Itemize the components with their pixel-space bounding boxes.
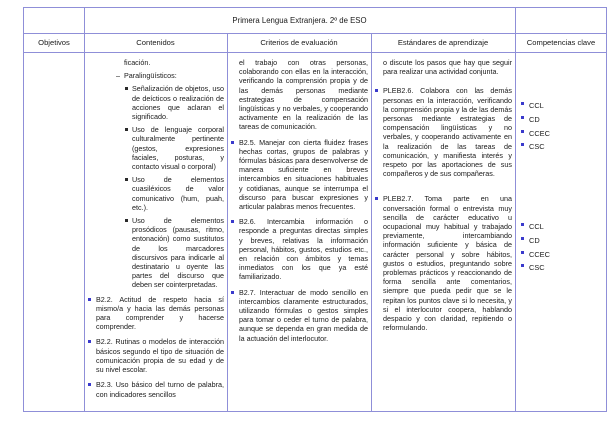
list-item: B2.3. Uso básico del turno de palabra, con indicadores sencillos: [88, 380, 224, 398]
competencia-item: CD: [521, 113, 605, 127]
column-divider: [515, 8, 516, 411]
header-competencias: Competencias clave: [526, 37, 596, 47]
competencia-item: CSC: [521, 140, 605, 154]
competencia-item: CCL: [521, 220, 605, 234]
paralinguisticos-heading: [116, 71, 224, 80]
criterios-list: [231, 138, 368, 343]
table-title: Primera Lengua Extranjera. 2º de ESO: [232, 15, 367, 25]
contenidos-continuation: ficación.: [124, 58, 151, 67]
list-item: B2.5. Manejar con cierta fluidez frases hechas cortas, grupos de palabras y fórmulas básicas para desenvolverse de manera suficiente en breves intercambios en situaciones habituales y cotidianas, aunque se interrumpa el discurso para buscar expresiones y articular palabras menos frecuentes.: [231, 138, 368, 212]
competencia-item: CD: [521, 234, 605, 248]
column-divider: [227, 33, 228, 411]
header-contenidos: Contenidos: [136, 37, 175, 47]
column-divider: [371, 33, 372, 411]
column-divider: [84, 8, 85, 411]
list-item: PLEB2.6. Colabora con las demás personas en la interacción, verificando la comprensión propia y la de las demás personas mediante estrategias de compensación lingüísticas y no verbales, y cooperando activamente en la realización de las tareas de comunicación, y manifiesta interés y respeto por las aportaciones de sus compañeros y de sus compañeras.: [375, 86, 512, 178]
estandares-cell: [375, 58, 512, 332]
list-item: B2.2. Rutinas o modelos de interacción básicos segundo el tipo de situación de comunicación propia de su edad y de su nivel escolar.: [88, 337, 224, 374]
paralinguisticos-list: [124, 84, 224, 289]
contenidos-cell: [88, 58, 224, 399]
competencias-group-2: [521, 220, 605, 275]
subheader-divider: [24, 52, 606, 53]
list-item: Uso de elementos prosódicos (pausas, ritmo, entonación) como sustitutos de los marcadores discursivos para indicarle al destinatario u oyente las partes del discurso que deben ser cointerpretadas.: [124, 216, 224, 290]
list-item: B2.6. Intercambia información o responde a preguntas directas simples y breves, relativas la información personal, hábitos, gustos, estudios etc., en relación con ámbitos y temas inmediatos con los que ya esté familiarizado.: [231, 217, 368, 281]
competencia-item: CCEC: [521, 248, 605, 262]
curriculum-table: [23, 7, 607, 412]
header-criterios: Criterios de evaluación: [260, 37, 338, 47]
list-item: Uso de lenguaje corporal culturalmente pertinente (gestos, expresiones faciales, posturas, y contacto visual o corporal): [124, 125, 224, 171]
estandares-list: [375, 86, 512, 332]
list-item: PLEB2.7. Toma parte en una conversación formal o entrevista muy sencilla de carácter educativo u ocupacional muy habitual y trabajado previamente, intercambiando información suficiente y básica de carácter personal y sobre hábitos, gustos o estudios, preguntando sobre problemas prácticos y reaccionando de forma sencilla ante comentarios, siempre que pueda pedir que se le repitan los puntos clave si lo necesita, y si el interlocutor coopera, hablando despacio y con claridad, repitiendo o reformulando.: [375, 194, 512, 332]
competencia-item: CCEC: [521, 127, 605, 141]
contenidos-list: [88, 295, 224, 399]
header-estandares: Estándares de aprendizaje: [397, 37, 489, 47]
competencia-item: CCL: [521, 99, 605, 113]
list-item: B2.2. Actitud de respeto hacia sí mismo/a y hacia las demás personas para comprender y hacerse comprender.: [88, 295, 224, 332]
list-item: B2.7. Interactuar de modo sencillo en intercambios claramente estructurados, utilizando fórmulas o gestos simples para tomar o ceder el turno de palabra, aunque se dependa en gran medida de la actuación del interlocutor.: [231, 288, 368, 343]
paralinguisticos-label: Paralingüísticos:: [124, 71, 177, 81]
header-objetivos: Objetivos: [38, 37, 70, 47]
estandares-continuation: o discute los pasos que hay que seguir para realizar una actividad conjunta.: [383, 58, 512, 77]
list-item: Uso de elementos cuasiléxicos de valor comunicativo (hum, puah, etc.).: [124, 175, 224, 212]
criterios-continuation: el trabajo con otras personas, colaborando con ellas en la interacción, verificando la comprensión propia y de las demás personas mediante estrategias de compensación lingüísticas y no verbales, y cooperando activamente en la realización de las tareas de comunicación.: [239, 58, 368, 132]
criterios-cell: [231, 58, 368, 343]
competencias-group-1: [521, 99, 605, 154]
competencia-item: CSC: [521, 261, 605, 275]
list-item: Señalización de objetos, uso de deícticos o realización de acciones que aclaran el significado.: [124, 84, 224, 121]
